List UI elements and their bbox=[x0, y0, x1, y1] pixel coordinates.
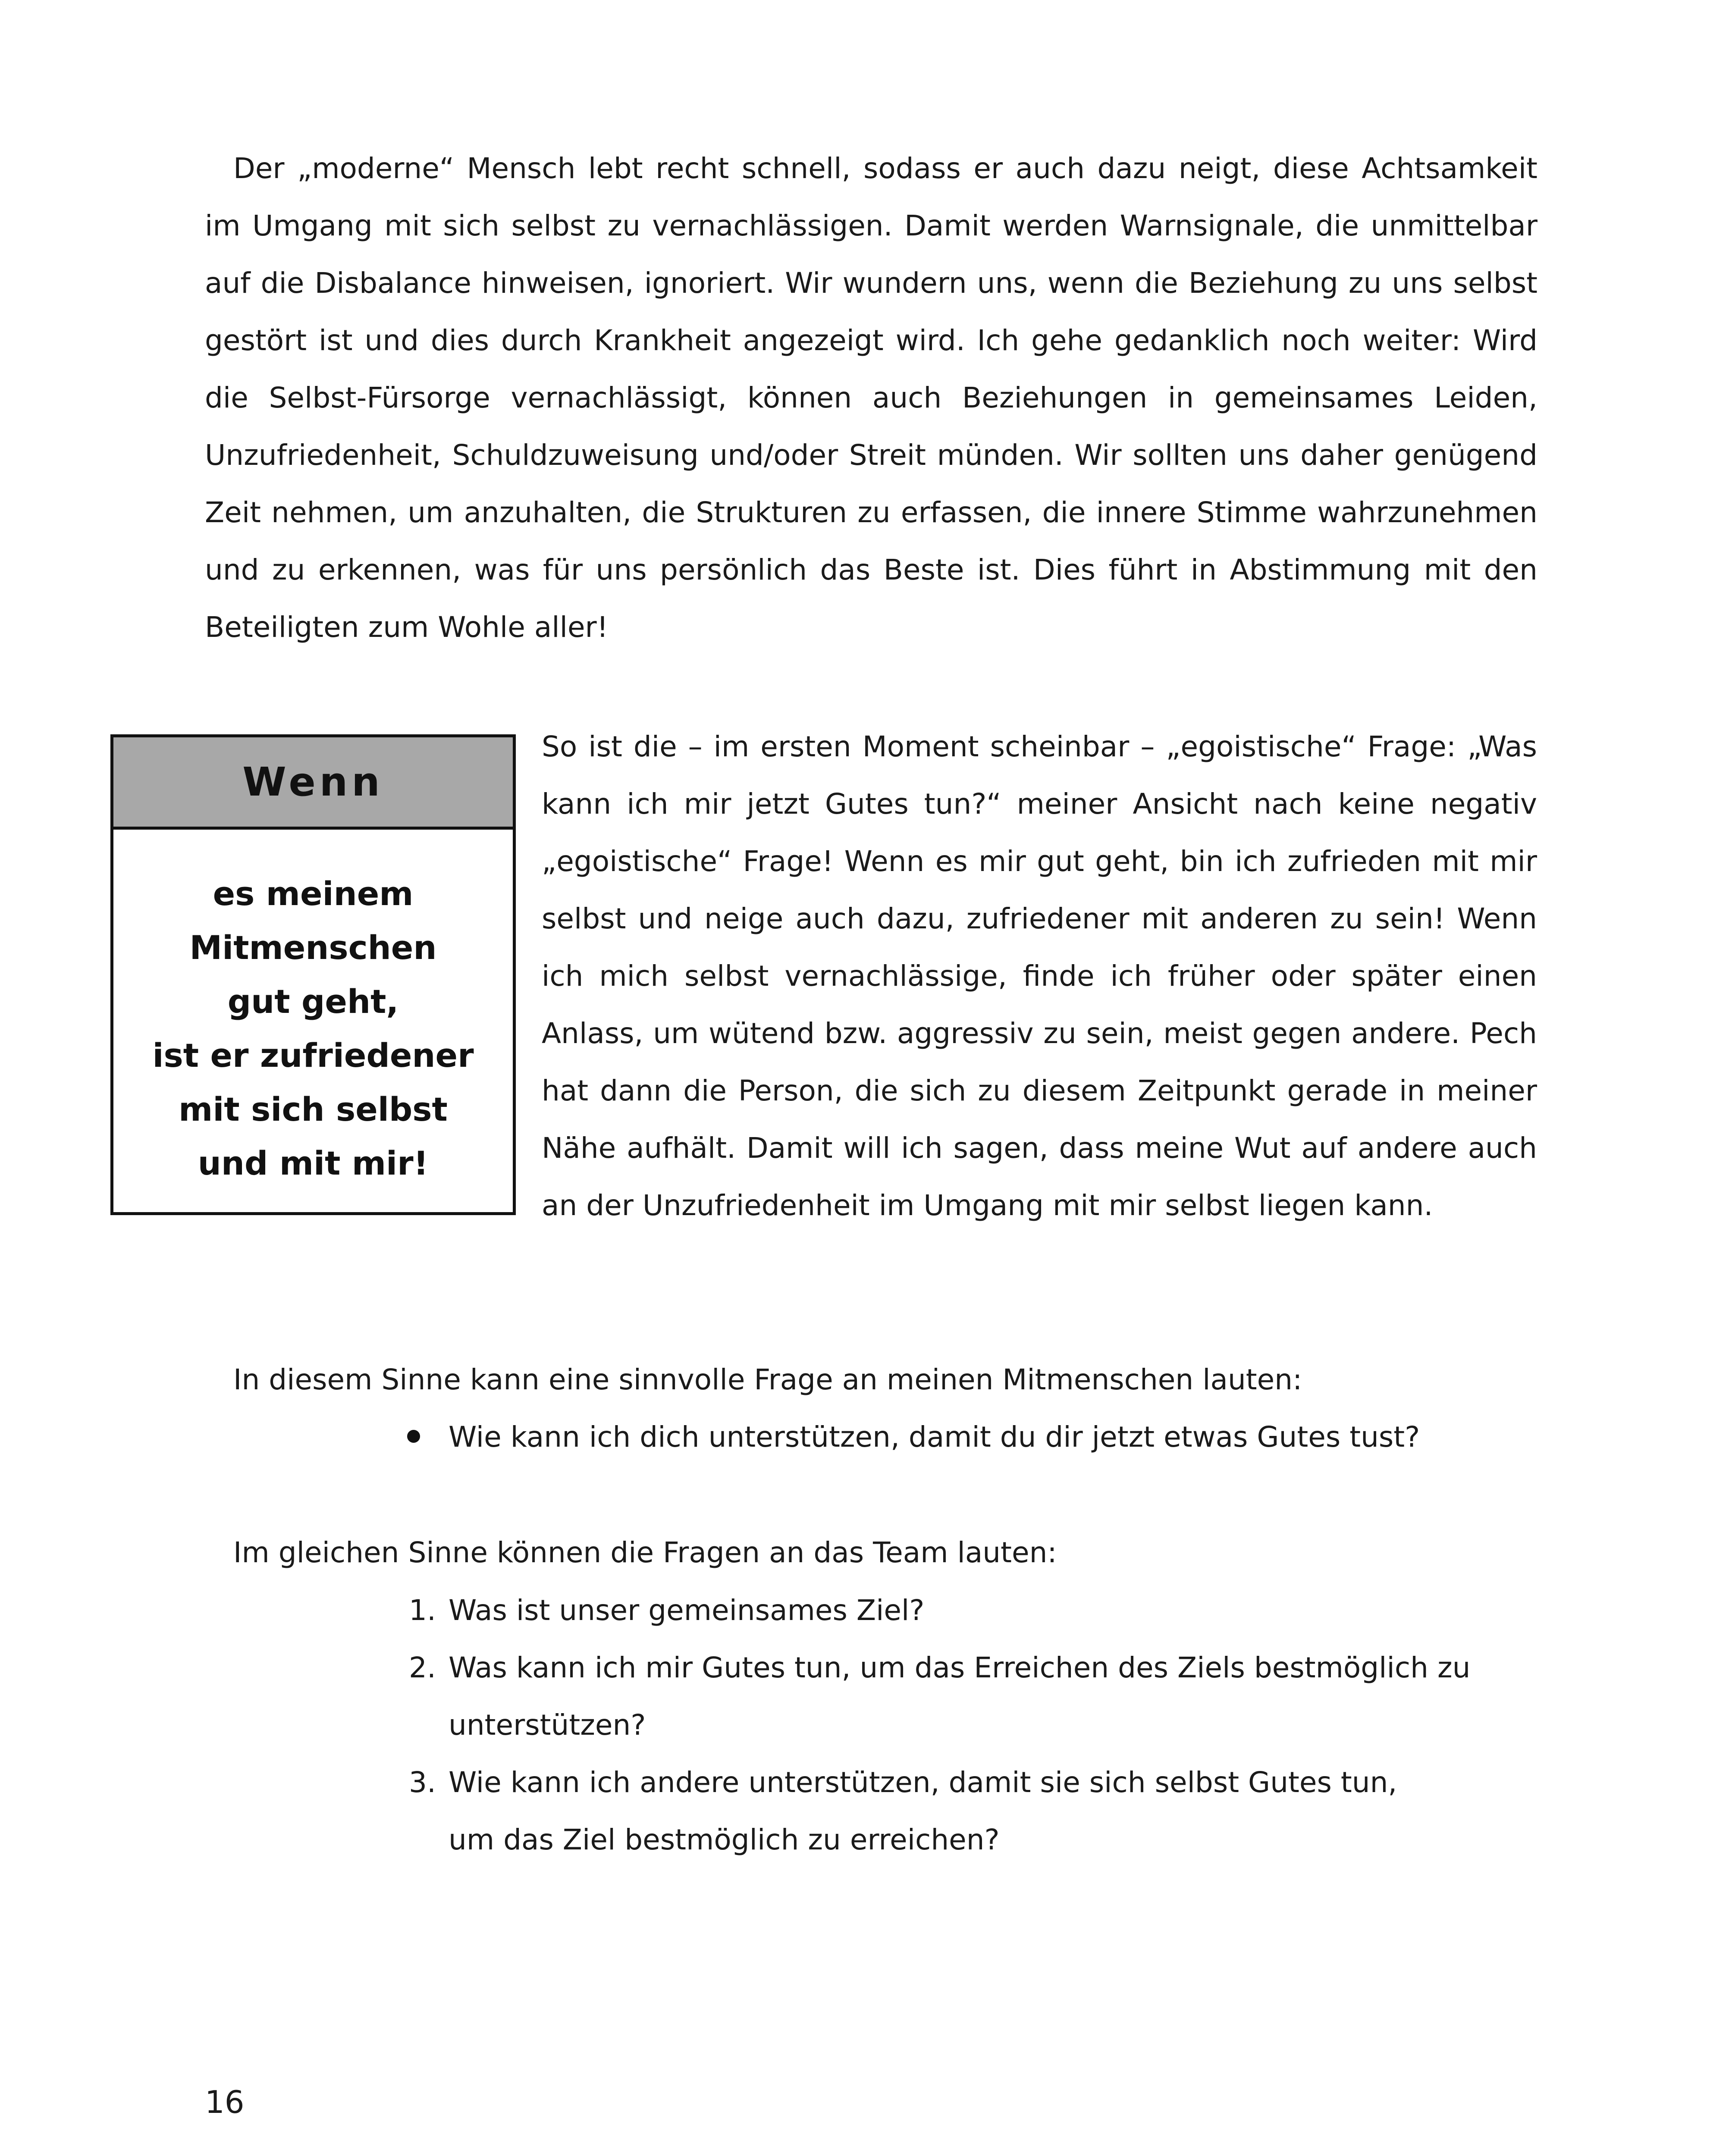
list-item-text: Wie kann ich andere unterstützen, damit sie sich selbst Gutes tun, bbox=[449, 1766, 1397, 1799]
callout-heading: Wenn bbox=[113, 737, 513, 830]
numbered-list bbox=[401, 1582, 1479, 1868]
body-paragraph-2: So ist die – im ersten Moment scheinbar – „egoistische“ Frage: „Was kann ich mir jetzt Gutes tun?“ meiner Ansicht nach keine negativ „egoistische“ Frage! Wenn es mir gut geht, bin ich zufrieden mit mir selbst und neige auch dazu, zufriedener mit anderen zu sein! Wenn ich mich selbst vernachlässige, finde ich früher oder später einen Anlass, um wütend bzw. aggressiv zu sein, meist gegen andere. Pech hat dann die Person, die sich zu diesem Zeitpunkt gerade in meiner Nähe aufhält. Damit will ich sagen, dass meine Wut auf andere auch an der Unzufriedenheit im Umgang mit mir selbst liegen kann. bbox=[542, 730, 1537, 1222]
list-item bbox=[401, 1639, 1479, 1754]
callout-text bbox=[113, 830, 513, 1190]
callout-box bbox=[110, 734, 516, 1215]
callout-line: und mit mir! bbox=[198, 1144, 429, 1182]
list-number: 1. bbox=[409, 1594, 436, 1627]
team-intro: Im gleichen Sinne können die Fragen an das Team lauten: bbox=[233, 1536, 1057, 1569]
bullet-list bbox=[401, 1408, 1420, 1466]
list-item-text: Was kann ich mir Gutes tun, um das Erreichen des Ziels bestmöglich zu bbox=[449, 1651, 1471, 1684]
callout-line: mit sich selbst bbox=[179, 1090, 448, 1128]
bullet-icon bbox=[407, 1430, 420, 1443]
list-item bbox=[401, 1408, 1420, 1466]
list-item-text: um das Ziel bestmöglich zu erreichen? bbox=[449, 1823, 1000, 1856]
list-item bbox=[401, 1754, 1479, 1868]
callout-line: Mitmenschen bbox=[189, 928, 437, 967]
list-item-text: Was ist unser gemeinsames Ziel? bbox=[449, 1594, 925, 1627]
callout-line: gut geht, bbox=[227, 982, 399, 1021]
bullet-text: Wie kann ich dich unterstützen, damit du dir jetzt etwas Gutes tust? bbox=[449, 1420, 1420, 1454]
body-paragraph-1: Der „moderne“ Mensch lebt recht schnell, sodass er auch dazu neigt, diese Achtsamkeit im Umgang mit sich selbst zu vernachlässigen. Damit werden Warnsignale, die unmittelbar auf die Disbalance hinweisen, ignoriert. Wir wundern uns, wenn die Beziehung zu uns selbst gestört ist und dies durch Krankheit angezeigt wird. Ich gehe gedanklich noch weiter: Wird die Selbst-Fürsorge vernachlässigt, können auch Beziehungen in gemeinsames Leiden, Unzufriedenheit, Schuldzuweisung und/oder Streit münden. Wir sollten uns daher genügend Zeit nehmen, um anzuhalten, die Strukturen zu erfassen, die innere Stimme wahrzunehmen und zu erkennen, was für uns persönlich das Beste ist. Dies führt in Abstimmung mit den Beteiligten zum Wohle aller! bbox=[205, 152, 1537, 644]
question-intro: In diesem Sinne kann eine sinnvolle Frage an meinen Mitmenschen lauten: bbox=[233, 1363, 1302, 1396]
list-number: 2. bbox=[409, 1651, 436, 1684]
callout-line: ist er zufriedener bbox=[152, 1036, 474, 1075]
page-number: 16 bbox=[205, 2084, 245, 2120]
list-number: 3. bbox=[409, 1766, 436, 1799]
list-item bbox=[401, 1582, 1479, 1639]
callout-line: es meinem bbox=[213, 874, 414, 913]
list-item-text: unterstützen? bbox=[449, 1708, 646, 1742]
